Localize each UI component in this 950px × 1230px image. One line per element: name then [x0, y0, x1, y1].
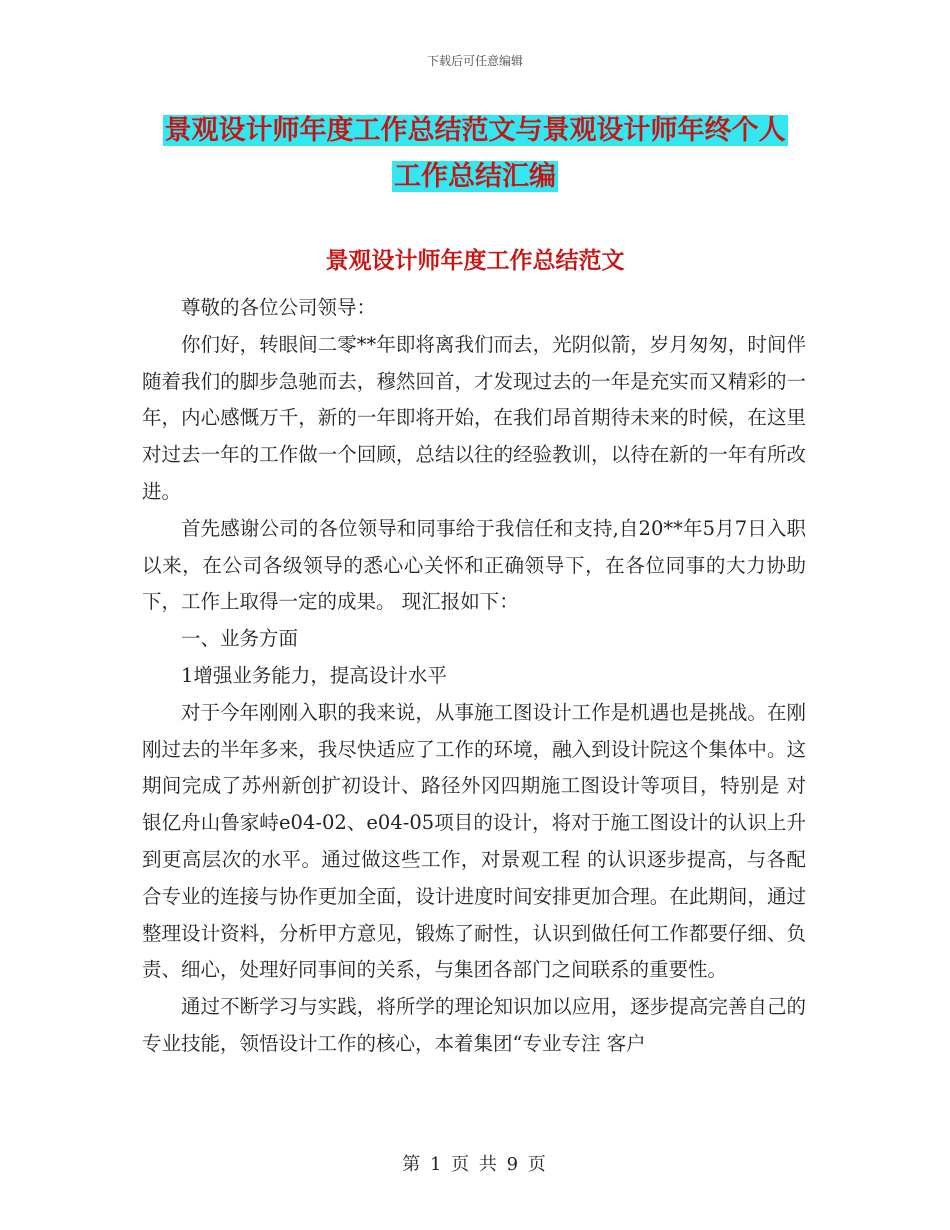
paragraph: 对于今年刚刚入职的我来说，从事施工图设计工作是机遇也是挑战。在刚刚过去的半年多来，我尽快适应了工作的环境，融入到设计院这个集体中。这期间完成了苏州新创扩初设计、路径外冈四期施工图设计等项目，特别是 对银亿舟山鲁家峙e04-02、e04-05项目的设计，将对于施工图设计的认识上升到更高层次的水平。通过做这些工作，对景观工程 的认识逐步提高，与各配合专业的连接与协作更加全面，设计进度时间安排更加合理。在此期间，通过整理设计资料，分析甲方意见，锻炼了耐性，认识到做任何工作都要仔细、负责、细心，处理好同事间的关系，与集团各部门之间联系的重要性。 [142, 700, 806, 982]
salutation: 尊敬的各位公司领导： [181, 296, 377, 319]
body-text [142, 290, 806, 1063]
subheading: 1增强业务能力，提高设计水平 [181, 663, 447, 687]
document-title-line-1: 景观设计师年度工作总结范文与景观设计师年终个人 [164, 115, 786, 146]
document-title-line-2: 工作总结汇编 [394, 161, 556, 192]
paragraph: 首先感谢公司的各位领导和同事给于我信任和支持,自20**年5月7日入职以来，在公司各级领导的悉心心关怀和正确领导下，在各位同事的大力协助下，工作上取得一定的成果。 现汇报如下： [142, 516, 806, 614]
page-header-note: 下载后可任意编辑 [426, 54, 523, 68]
document-title [120, 108, 830, 200]
paragraph: 通过不断学习与实践，将所学的理论知识加以应用，逐步提高完善自己的专业技能，领悟设计工作的核心，本着集团“专业专注 客户 [142, 995, 806, 1055]
paragraph: 你们好，转眼间二零**年即将离我们而去，光阴似箭，岁月匆匆，时间伴随着我们的脚步急驰而去，穆然回首，才发现过去的一年是充实而又精彩的一年，内心感慨万千，新的一年即将开始，在我们昂首期待未来的时候，在这里对过去一年的工作做一个回顾，总结以往的经验教训，以待在新的一年有所改进。 [142, 332, 806, 503]
subheading: 一、业务方面 [181, 627, 299, 651]
section-title: 景观设计师年度工作总结范文 [325, 248, 625, 274]
page-number: 第 1 页 共 9 页 [402, 1154, 548, 1175]
